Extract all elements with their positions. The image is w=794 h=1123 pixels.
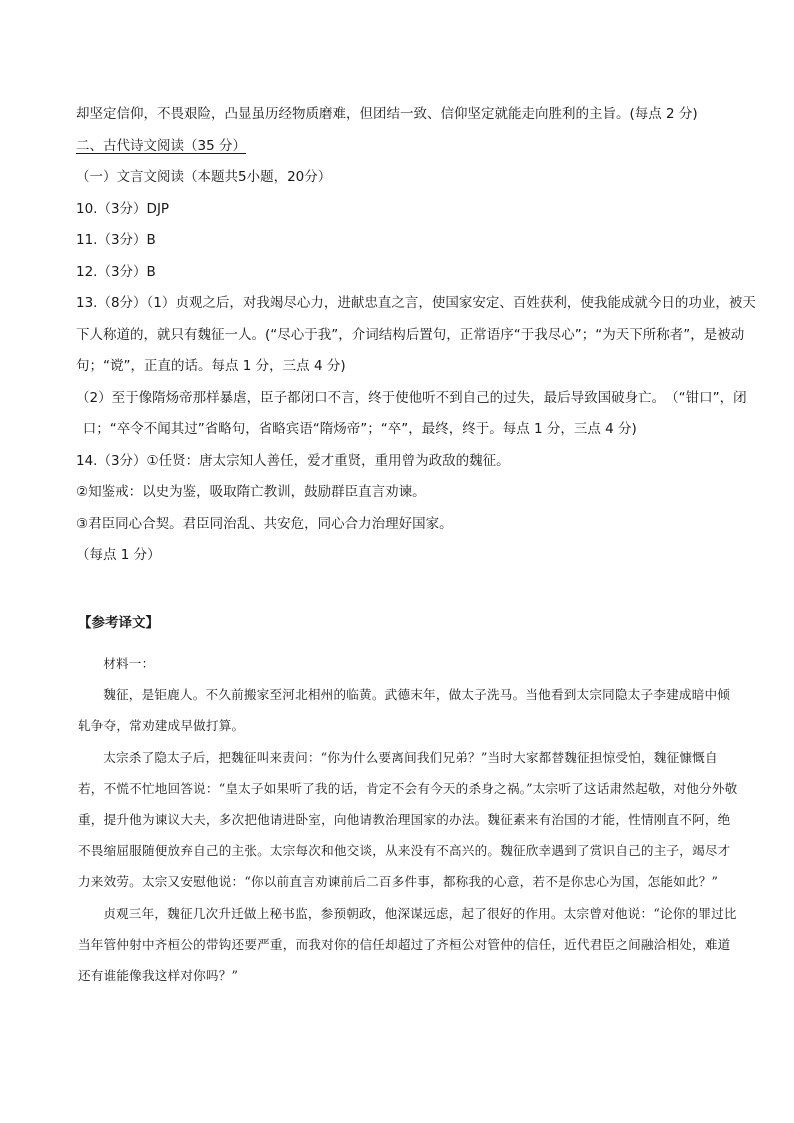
material-label: 材料一： (103, 656, 155, 671)
answer-q11: 11.（3分）B (76, 232, 156, 248)
answer-q14-score: （每点 1 分） (76, 547, 161, 563)
translation-paragraph-3: 贞观三年，魏征几次升迁做上秘书监，参预朝政，他深谋远虑，起了很好的作用。太宗曾对他说：“论你的罪过比当年管仲射中齐桓公的带钩还要严重，而我对你的信任却超过了齐桓公对管仲的信任，近代君臣之间融洽相处，难道还有谁能像我这样对你吗？” (78, 905, 737, 984)
answer-q14-line3: ③君臣同心合契。君臣同治乱、共安危，同心合力治理好国家。 (76, 515, 453, 532)
answer-q14-line2: ②知鉴戒：以史为鉴，吸取隋亡教训，鼓励群臣直言劝谏。 (76, 484, 426, 500)
subsection-title-classical-prose: （一）文言文阅读（本题共5小题，20分） (76, 169, 332, 185)
answer-q13-part2: （2）至于像隋炀帝那样暴虐，臣子都闭口不言，终于使他听不到自己的过失，最后导致国破身亡。 （“钳口”，闭口；“卒令不闻其过”省略句，省略宾语“隋炀帝”；“卒”，最终，终于。每点 1 分，三点 4 分) (76, 389, 747, 437)
translation-paragraph-1: 魏征，是钜鹿人。不久前搬家至河北相州的临黄。武德末年，做太子洗马。当他看到太宗同隐太子李建成暗中倾轧争夺，常劝建成早做打算。 (78, 687, 731, 734)
answer-q12: 12.（3分）B (76, 263, 156, 280)
answer-q13-part1: 13.（8分）（1）贞观之后，对我竭尽心力，进献忠直之言，使国家安定、百姓获利，使我能成就今日的功业，被天下人称道的，就只有魏征一人。(“尽心于我”，介词结构后置句，正常语序“于我尽心”；“为天下所称者”，是被动句；“谠”，正直的话。每点 1 分，三点 4 分) (76, 295, 756, 374)
answer-line-carryover: 却坚定信仰，不畏艰险，凸显虽历经物质磨难，但团结一致、信仰坚定就能走向胜利的主旨。(每点 2 分) (76, 106, 698, 122)
answer-key (76, 99, 756, 572)
reference-translation (78, 613, 738, 991)
answer-q10: 10.（3分）DJP (76, 200, 170, 217)
answer-q14-line1: 14.（3分）①任贤：唐太宗知人善任，爱才重贤，重用曾为政敌的魏征。 (76, 452, 510, 469)
translation-paragraph-2: 太宗杀了隐太子后，把魏征叫来责问：“你为什么要离间我们兄弟？”当时大家都替魏征担惊受怕，魏征慷慨自若，不慌不忙地回答说：“皇太子如果听了我的话，肯定不会有今天的杀身之祸。”太宗听了这话肃然起敬，对他分外敬重，提升他为谏议大夫，多次把他请进卧室，向他请教治理国家的办法。魏征素来有治国的才能，性情刚直不阿，绝不畏缩屈服随便放弃自己的主张。太宗每次和他交谈，从来没有不高兴的。魏征欣幸遇到了赏识自己的主子，竭尽才力来效劳。太宗又安慰他说：“你以前直言劝谏前后二百多件事，都称我的心意，若不是你忠心为国，怎能如此？” (78, 749, 738, 890)
reference-translation-heading: 【参考译文】 (78, 615, 159, 631)
section-title-ancient-poetry: 二、古代诗文阅读（35 分） (76, 137, 246, 154)
